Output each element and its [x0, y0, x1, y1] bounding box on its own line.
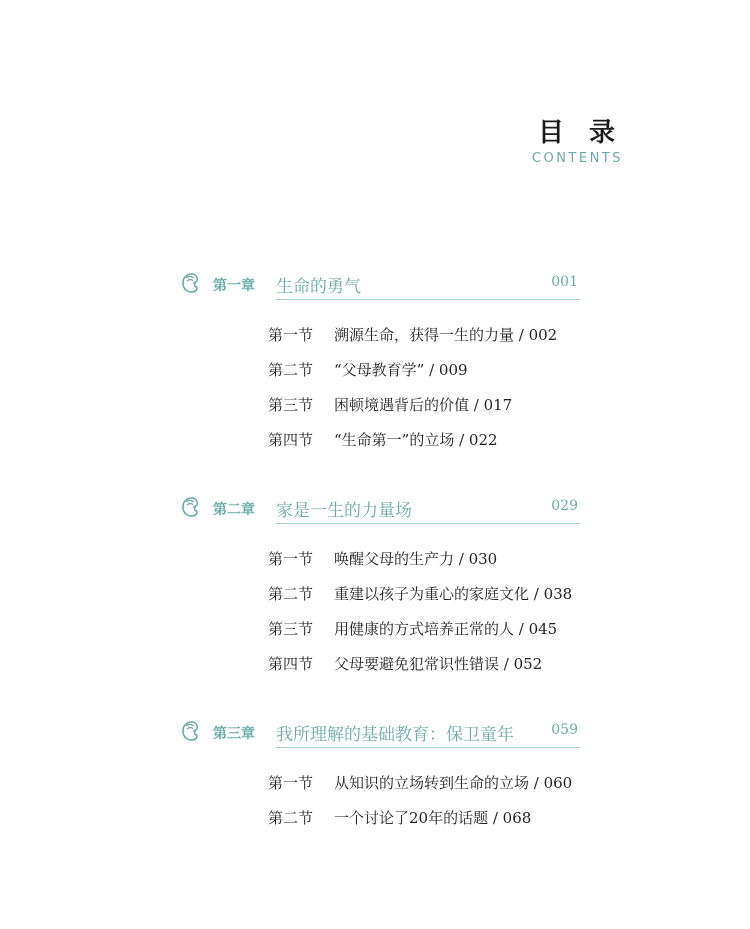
chapter-page-number: 001 [551, 274, 578, 290]
section-label: 第二节 [268, 809, 314, 827]
child-profile-icon [180, 271, 204, 295]
toc-entry[interactable] [268, 324, 557, 345]
toc-entry[interactable] [268, 772, 572, 793]
section-label: 第二节 [268, 585, 314, 603]
toc-entry[interactable] [268, 429, 498, 450]
page-title: 目 录 [537, 118, 623, 148]
toc-entry[interactable] [268, 548, 497, 569]
section-label: 第四节 [268, 655, 314, 673]
section-title: “生命第一”的立场 / 022 [334, 431, 498, 449]
section-label: 第四节 [268, 431, 314, 449]
toc-entry[interactable] [268, 583, 572, 604]
chapter-divider [276, 299, 580, 300]
chapter-title: 我所理解的基础教育：保卫童年 [276, 725, 514, 745]
chapter-title: 生命的勇气 [276, 277, 361, 297]
chapter-page-number: 029 [551, 498, 578, 514]
chapter-label: 第一章 [213, 278, 255, 294]
toc-entry[interactable] [268, 807, 531, 828]
chapter-divider [276, 747, 580, 748]
section-title: 溯源生命，获得一生的力量 / 002 [334, 326, 558, 344]
section-title: 父母要避免犯常识性错误 / 052 [334, 655, 543, 673]
child-profile-icon [180, 719, 204, 743]
chapter-1-heading[interactable] [180, 271, 580, 301]
section-label: 第一节 [268, 326, 314, 344]
section-title: 重建以孩子为重心的家庭文化 / 038 [334, 585, 573, 603]
chapter-divider [276, 523, 580, 524]
child-profile-icon [180, 495, 204, 519]
toc-entry[interactable] [268, 394, 512, 415]
chapter-label: 第二章 [213, 502, 255, 518]
section-title: 唤醒父母的生产力 / 030 [334, 550, 498, 568]
section-title: 从知识的立场转到生命的立场 / 060 [334, 774, 573, 792]
section-label: 第一节 [268, 774, 314, 792]
chapter-page-number: 059 [551, 722, 578, 738]
section-label: 第一节 [268, 550, 314, 568]
chapter-label: 第三章 [213, 726, 255, 742]
section-label: 第三节 [268, 396, 314, 414]
section-title: 困顿境遇背后的价值 / 017 [334, 396, 513, 414]
section-title: 用健康的方式培养正常的人 / 045 [334, 620, 558, 638]
section-title: “父母教育学” / 009 [334, 361, 468, 379]
toc-entry[interactable] [268, 653, 542, 674]
chapter-title: 家是一生的力量场 [276, 501, 412, 521]
chapter-3-heading[interactable] [180, 719, 580, 749]
chapter-2-heading[interactable] [180, 495, 580, 525]
section-label: 第二节 [268, 361, 314, 379]
page-subtitle: CONTENTS [531, 151, 623, 166]
section-title: 一个讨论了20年的话题 / 068 [334, 809, 532, 827]
toc-entry[interactable] [268, 618, 557, 639]
toc-entry[interactable] [268, 359, 468, 380]
section-label: 第三节 [268, 620, 314, 638]
